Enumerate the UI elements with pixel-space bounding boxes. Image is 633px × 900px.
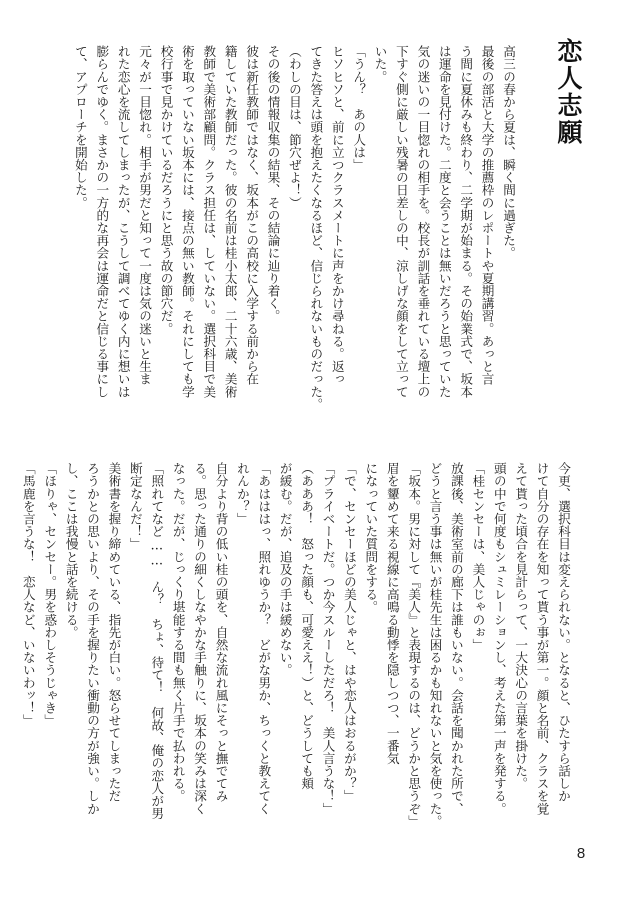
text-line: ろうかとの思いより、その手を握りたい衝動の方が強い。しか [85, 462, 101, 815]
text-line: 「馬鹿を言うな！ 恋人など、いないわッ！」 [20, 462, 36, 727]
text-line: 「照れてなど…… ん？ ちょ、待て！ 何故、俺の恋人が男 [149, 462, 165, 820]
text-line: 今更、選択科目は変えられない。となると、ひたすら話しか [556, 462, 571, 803]
text-line: 教師で美術部顧問。クラス担任は、していない。選択科目で美 [201, 45, 217, 398]
text-line: 最後の部活と大学の推薦枠のレポートや夏期講習。あっと言 [479, 45, 495, 386]
text-line: る。思った通りの細くしなやかな手触りに、坂本の笑みは深く [192, 462, 208, 815]
text-line: 膨らんでゆく。まさかの一方的な再会は運命だと信じる事にし [94, 45, 110, 398]
text-line: 眉を顰めて来る視線に高鳴る動悸を隠しつつ、一番気 [384, 462, 400, 765]
text-line: 放課後、美術室前の廊下は誰もいない。会話を聞かれた所で、 [448, 462, 464, 815]
text-line: 頭の中で何度もシュミレーションし、考えた第一声を発する。 [491, 462, 507, 815]
text-line: けて自分の存在を知って貰う事が第一。顔と名前、クラスを覚 [534, 462, 550, 815]
text-line: 彼は新任教師ではなく、坂本がこの高校に入学する前から在 [244, 45, 260, 386]
text-line: 元々が一目惚れ。相手が男だと知って一度は気の迷いと生ま [137, 45, 153, 386]
text-line: 「桂センセーは、美人じゃのぉ」 [470, 462, 486, 651]
text-line: 気の迷いの一目惚れの相手を。校長が訓話を垂れている壇上の [415, 45, 431, 398]
text-line: いた。 [372, 45, 388, 83]
text-line: 「あはははっ、照れゆうか？ どがな男か、ちっくと教えてく [256, 462, 272, 815]
text-line: 「坂本。男に対して『美人』と表現するのは、どうかと思うぞ」 [406, 462, 422, 828]
text-line: どうと言う事は無いが桂先生は困るかも知れないと気を使った。 [427, 462, 443, 828]
text-line: 高三の春から夏は、瞬く間に過ぎた。 [501, 45, 516, 260]
text-line: その後の情報収集の結果、その結論に辿り着く。 [265, 45, 281, 323]
chapter-title: 恋人志願 [554, 38, 583, 146]
text-line: 「プライベートだ。つか今スルーしただろ！ 美人言うな！」 [320, 462, 336, 815]
page-number: 8 [576, 845, 586, 862]
text-line: （わしの目は、節穴ぜよ！） [286, 45, 302, 209]
text-line: て、アプローチを開始した。 [72, 45, 88, 209]
text-line: 自分より背の低い桂の頭を、自然な流れ風にそっと撫でてみ [213, 462, 229, 803]
text-line: う間に夏休みも終わり、二学期が始まる。その始業式で、坂本 [458, 45, 474, 398]
text-line: は運命を見付けた。二度と会うことは無いだろうと思っていた [436, 45, 452, 398]
text-line: 術を取っていない坂本には、接点の無い教師。それにしても学 [179, 45, 195, 398]
text-line: 籍していた教師だった。彼の名前は桂小太郎、二十六歳、美術 [222, 45, 238, 398]
text-line: えて貰った頃合を見計らって、一大決心の言葉を掛けた。 [513, 462, 529, 790]
text-line: 「で、センセーほどの美人じゃと、はや恋人はおるがか？」 [341, 462, 357, 803]
text-line: れた恋心を流してしまったが、こうして調べてゆく内に想いは [115, 45, 131, 398]
text-line: てきた答えは頭を抱えたくなるほど、信じられないものだった。 [308, 45, 324, 411]
text-line: なった。だが、じっくり堪能する間も無く片手で払われる。 [170, 462, 186, 803]
text-line: 「ほりゃ、センセー。男を惑わしそうじゃき」 [42, 462, 58, 727]
text-line: が緩む。だが、追及の手は緩めない。 [277, 462, 293, 677]
text-line: 「うん？ あの人は」 [351, 45, 367, 171]
upper-text-block [74, 45, 519, 430]
text-line: 校行事で見かけているだろうにと思う故の節穴だ。 [158, 45, 174, 335]
text-line: 美術書を握り締めている、指先が白い。怒らせてしまっただ [106, 462, 122, 803]
text-line: 下すぐ側に厳しい残暑の日差しの中、涼しげな顔をして立って [393, 45, 409, 398]
lower-text-block [20, 462, 574, 828]
text-line: れんか？」 [234, 462, 250, 525]
text-line: になっていた質問をする。 [363, 462, 379, 614]
text-line: し、ここは我慢と話を続ける。 [63, 462, 79, 639]
text-line: 断定なんだ！」 [127, 462, 143, 551]
text-line: （あああ！ 怒った顔も、可愛ええ！）と、どうしても頬 [299, 462, 315, 790]
text-line: ヒソヒソと、前に立つクラスメートに声をかけ尋ねる。返っ [329, 45, 345, 386]
